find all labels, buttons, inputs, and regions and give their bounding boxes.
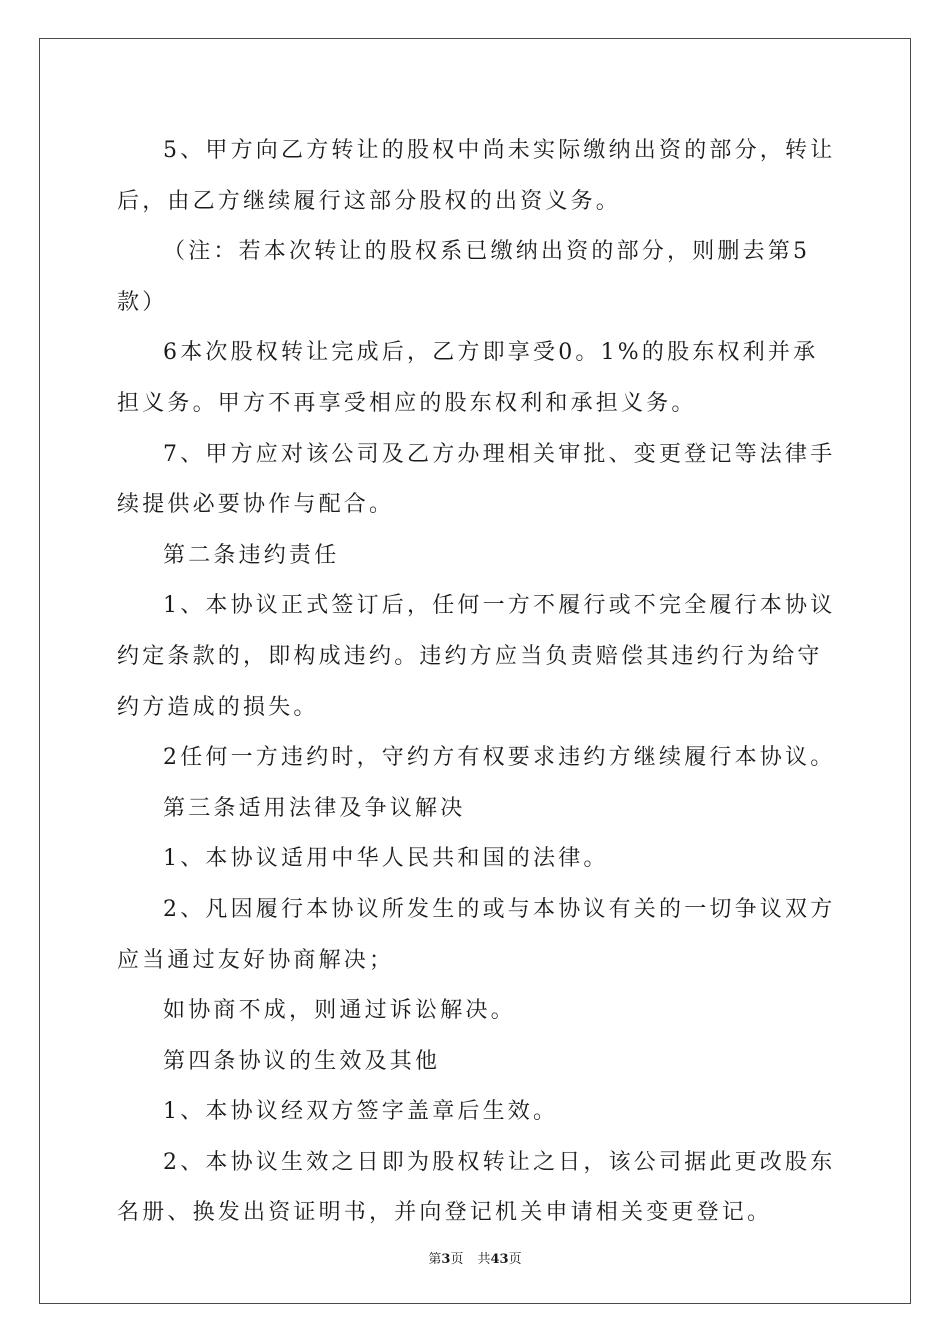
paragraph-article-3-item-1: 1、本协议适用中华人民共和国的法律。 [163, 846, 609, 872]
total-label-suffix: 页 [508, 1252, 522, 1267]
page-label-suffix: 页 [450, 1252, 464, 1267]
page-footer [0, 1248, 950, 1267]
paragraph-article-3-litigation: 如协商不成，则通过诉讼解决。 [163, 998, 516, 1024]
section-heading-article-3: 第三条适用法律及争议解决 [163, 795, 466, 821]
total-pages: 43 [490, 1252, 509, 1267]
document-body [117, 126, 837, 1239]
section-heading-article-4: 第四条协议的生效及其他 [163, 1048, 441, 1074]
paragraph-clause-7: 7、甲方应对该公司及乙方办理相关审批、变更登记等法律手续提供必要协作与配合。 [117, 441, 836, 518]
paragraph-article-4-item-1: 1、本协议经双方签字盖章后生效。 [163, 1099, 559, 1125]
total-label-prefix: 共 [477, 1252, 491, 1267]
paragraph-clause-6: 6本次股权转让完成后，乙方即享受0。1%的股东权利并承担义务。甲方不再享受相应的股东权利和承担义务。 [117, 340, 819, 416]
page-label-prefix: 第 [428, 1252, 442, 1267]
paragraph-article-3-item-2: 2、凡因履行本协议所发生的或与本协议有关的一切争议双方应当通过友好协商解决； [117, 896, 836, 973]
paragraph-clause-5: 5、甲方向乙方转让的股权中尚未实际缴纳出资的部分，转让后，由乙方继续履行这部分股权的出资义务。 [117, 138, 836, 214]
paragraph-article-2-item-2: 2任何一方违约时，守约方有权要求违约方继续履行本协议。 [163, 745, 836, 771]
paragraph-note: （注：若本次转让的股权系已缴纳出资的部分，则删去第5款） [117, 239, 811, 315]
paragraph-article-4-item-2: 2、本协议生效之日即为股权转让之日，该公司据此更改股东名册、换发出资证明书，并向登记机关申请相关变更登记。 [117, 1149, 836, 1226]
paragraph-article-2-item-1: 1、本协议正式签订后，任何一方不履行或不完全履行本协议约定条款的，即构成违约。违约方应当负责赔偿其违约行为给守约方造成的损失。 [117, 593, 836, 720]
page-number: 3 [441, 1252, 451, 1267]
section-heading-article-2: 第二条违约责任 [163, 542, 340, 568]
